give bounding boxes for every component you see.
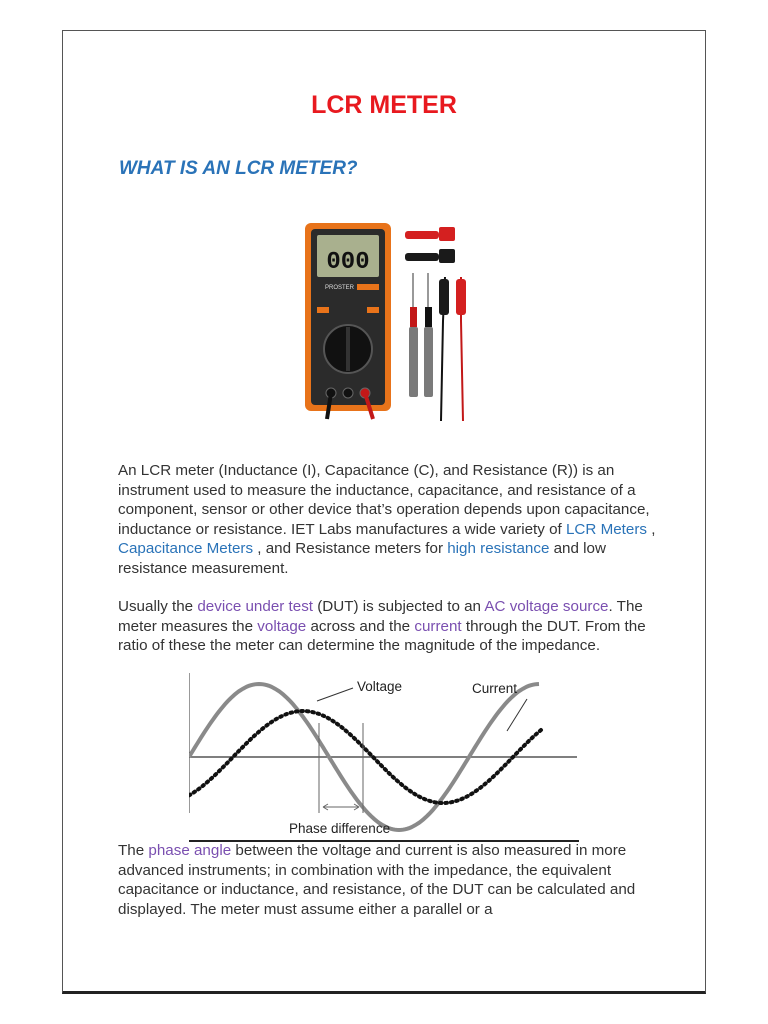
link-voltage[interactable]: voltage: [257, 617, 307, 635]
link-high-resistance[interactable]: high resistance: [447, 540, 550, 557]
link-phase-angle[interactable]: phase angle: [148, 842, 232, 859]
link-current[interactable]: current: [414, 617, 462, 635]
link-device-under-test[interactable]: device under test: [197, 598, 314, 615]
paragraph-phase: The phase angle between the voltage and current is also measured in more advanced instruments; in combination with the impedance, the equivalent capacitance or inductance, and resistance, of the DUT can be calculated and displayed. The meter must assume either a parallel or a: [118, 842, 636, 918]
paragraph-intro: An LCR meter (Inductance (I), Capacitance (C), and Resistance (R)) is an instrument used to measure the inductance, capacitance, and resistance of a component, sensor or other device that’s operation depends upon capacitance, inductance or resistance. IET Labs manufactures a wide variety of LCR Meters , Capacitance Meters , and Resistance meters for high resistance and low resistance measurement.: [118, 462, 656, 577]
meter-brand: PROSTER: [325, 285, 355, 291]
voltage-label: Voltage: [357, 679, 403, 694]
current-label: Current: [472, 681, 518, 696]
page-title: LCR METER: [311, 91, 457, 119]
document-page: [62, 30, 706, 994]
link-capacitance-meters[interactable]: Capacitance Meters: [118, 540, 254, 557]
phase-difference-figure: [189, 673, 579, 843]
link-lcr-meters[interactable]: LCR Meters: [565, 520, 648, 538]
paragraph-dut: Usually the device under test (DUT) is subjected to an AC voltage source. The meter measures the voltage across and the current through the DUT. From the ratio of these the meter can determine the magnitude of the impedance.: [118, 598, 646, 654]
meter-display: 000: [326, 249, 370, 276]
link-ac-voltage-source[interactable]: AC voltage source: [484, 598, 609, 615]
section-heading: WHAT IS AN LCR METER?: [119, 158, 358, 179]
phase-difference-label: Phase difference: [289, 821, 391, 836]
lcr-meter-image: [303, 221, 473, 431]
